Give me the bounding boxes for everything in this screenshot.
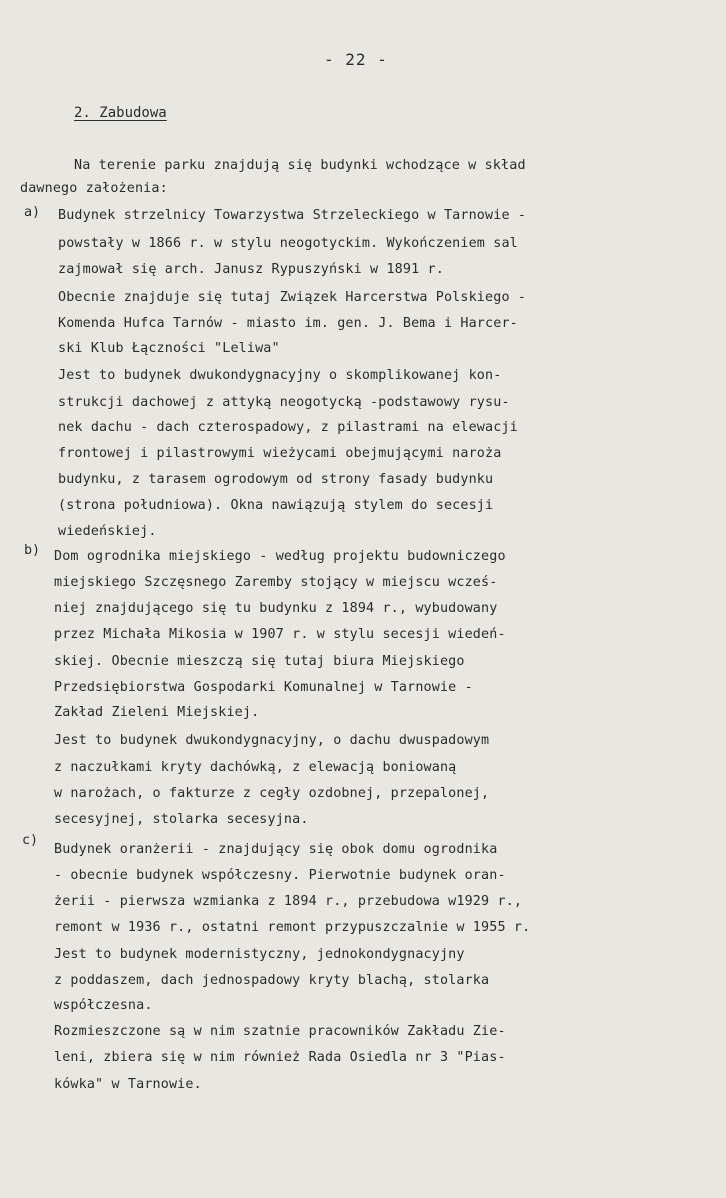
item-marker: a) (24, 205, 41, 220)
item-b-line: Przedsiębiorstwa Gospodarki Komunalnej w Tarnowie - (54, 680, 473, 695)
item-b-line: z naczułkami kryty dachówką, z elewacją boniowaną (54, 760, 457, 775)
item-c-line: Jest to budynek modernistyczny, jednokondygnacyjny (54, 947, 465, 962)
intro-line: dawnego założenia: (20, 181, 168, 196)
item-marker: b) (24, 543, 41, 558)
item-c-line: - obecnie budynek współczesny. Pierwotnie budynek oran- (54, 868, 506, 883)
item-b-line: niej znajdującego się tu budynku z 1894 r., wybudowany (54, 601, 498, 616)
item-c-line: kówka" w Tarnowie. (54, 1077, 202, 1092)
item-b-line: miejskiego Szczęsnego Zaremby stojący w miejscu wcześ- (54, 575, 498, 590)
intro-line: Na terenie parku znajdują się budynki wchodzące w skład (74, 158, 526, 173)
item-a-line: wiedeńskiej. (58, 524, 157, 539)
item-c-line: leni, zbiera się w nim również Rada Osiedla nr 3 "Pias- (54, 1050, 506, 1065)
item-c-line: żerii - pierwsza wzmianka z 1894 r., przebudowa w1929 r., (54, 894, 523, 909)
section-heading: 2. Zabudowa (74, 105, 167, 121)
item-c-line: remont w 1936 r., ostatni remont przypuszczalnie w 1955 r. (54, 920, 531, 935)
item-marker: c) (22, 833, 39, 848)
item-a-line: zajmował się arch. Janusz Rypuszyński w 1891 r. (58, 262, 444, 277)
item-a-line: frontowej i pilastrowymi wieżycami obejmującymi naroża (58, 446, 502, 461)
item-a-line: Budynek strzelnicy Towarzystwa Strzeleckiego w Tarnowie - (58, 208, 527, 223)
item-a-line: nek dachu - dach czterospadowy, z pilastrami na elewacji (58, 420, 518, 435)
item-b-line: Jest to budynek dwukondygnacyjny, o dachu dwuspadowym (54, 733, 490, 748)
item-a-line: budynku, z tarasem ogrodowym od strony fasady budynku (58, 472, 494, 487)
item-c-line: z poddaszem, dach jednospadowy kryty blachą, stolarka (54, 973, 490, 988)
item-c-line: współczesna. (54, 998, 153, 1013)
item-b-line: Dom ogrodnika miejskiego - według projektu budowniczego (54, 549, 506, 564)
item-a-line: ski Klub Łączności "Leliwa" (58, 341, 280, 356)
item-a-line: (strona południowa). Okna nawiązują stylem do secesji (58, 498, 494, 513)
item-b-line: skiej. Obecnie mieszczą się tutaj biura Miejskiego (54, 654, 465, 669)
item-a-line: strukcji dachowej z attyką neogotycką -podstawowy rysu- (58, 395, 510, 410)
item-b-line: secesyjnej, stolarka secesyjna. (54, 812, 309, 827)
page-number: - 22 - (324, 50, 388, 69)
item-b-line: w narożach, o fakturze z cegły ozdobnej, przepalonej, (54, 786, 490, 801)
item-a-line: powstały w 1866 r. w stylu neogotyckim. Wykończeniem sal (58, 236, 518, 251)
item-c-line: Rozmieszczone są w nim szatnie pracowników Zakładu Zie- (54, 1024, 506, 1039)
item-b-line: Zakład Zieleni Miejskiej. (54, 705, 260, 720)
item-c-line: Budynek oranżerii - znajdujący się obok domu ogrodnika (54, 842, 498, 857)
item-a-line: Jest to budynek dwukondygnacyjny o skomplikowanej kon- (58, 368, 502, 383)
item-b-line: przez Michała Mikosia w 1907 r. w stylu secesji wiedeń- (54, 627, 506, 642)
item-a-line: Obecnie znajduje się tutaj Związek Harcerstwa Polskiego - (58, 290, 527, 305)
item-a-line: Komenda Hufca Tarnów - miasto im. gen. J. Bema i Harcer- (58, 316, 518, 331)
